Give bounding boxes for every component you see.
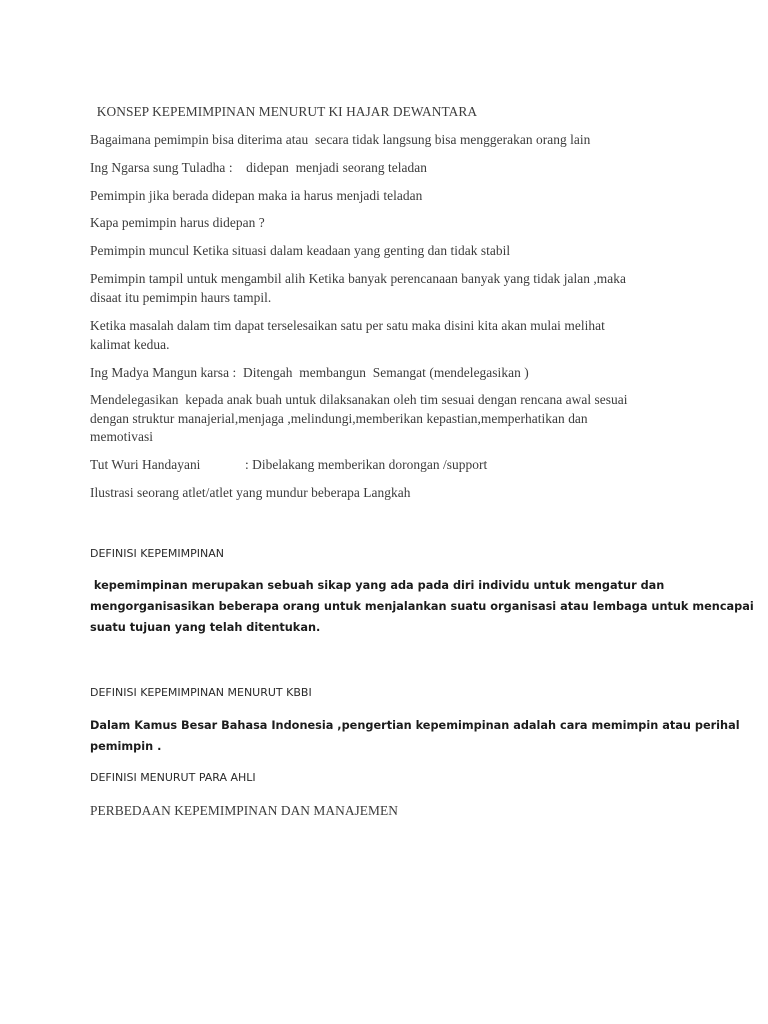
paragraph: Ketika masalah dalam tim dapat terselesaikan satu per satu maka disini kita akan mulai melihat [90, 318, 605, 333]
definition-text: kepemimpinan merupakan sebuah sikap yang ada pada diri individu untuk mengatur dan [90, 579, 665, 592]
section-heading: DEFINISI MENURUT PARA AHLI [90, 771, 256, 784]
paragraph: Bagaimana pemimpin bisa diterima atau secara tidak langsung bisa menggerakan orang lain [90, 132, 591, 147]
paragraph: Pemimpin tampil untuk mengambil alih Ketika banyak perencanaan banyak yang tidak jalan ,maka [90, 271, 626, 286]
paragraph-label: Tut Wuri Handayani [90, 457, 201, 472]
document-title: KONSEP KEPEMIMPINAN MENURUT KI HAJAR DEWANTARA [90, 104, 478, 119]
paragraph: Ilustrasi seorang atlet/atlet yang mundur beberapa Langkah [90, 485, 411, 500]
paragraph: Kapa pemimpin harus didepan ? [90, 215, 265, 230]
kbbi-text: pemimpin . [90, 740, 162, 753]
kbbi-text: Dalam Kamus Besar Bahasa Indonesia ,pengertian kepemimpinan adalah cara memimpin atau perihal [90, 719, 740, 732]
section-heading: DEFINISI KEPEMIMPINAN [90, 547, 225, 560]
paragraph: Ing Ngarsa sung Tuladha : didepan menjadi seorang teladan [90, 160, 427, 175]
definition-text: suatu tujuan yang telah ditentukan. [90, 621, 321, 634]
definition-text: mengorganisasikan beberapa orang untuk menjalankan suatu organisasi atau lembaga untuk mencapai [90, 600, 754, 613]
paragraph: kalimat kedua. [90, 337, 170, 352]
paragraph-value: : Dibelakang memberikan dorongan /support [245, 457, 488, 472]
paragraph: dengan struktur manajerial,menjaga ,melindungi,memberikan kepastian,memperhatikan dan [90, 411, 588, 426]
paragraph: Pemimpin muncul Ketika situasi dalam keadaan yang genting dan tidak stabil [90, 243, 511, 258]
paragraph: Mendelegasikan kepada anak buah untuk dilaksanakan oleh tim sesuai dengan rencana awal sesuai [90, 392, 628, 407]
paragraph: Pemimpin jika berada didepan maka ia harus menjadi teladan [90, 188, 423, 203]
paragraph: disaat itu pemimpin haurs tampil. [90, 290, 272, 305]
paragraph: memotivasi [90, 429, 153, 444]
section-heading: DEFINISI KEPEMIMPINAN MENURUT KBBI [90, 686, 312, 699]
paragraph: Ing Madya Mangun karsa : Ditengah membangun Semangat (mendelegasikan ) [90, 365, 529, 380]
section-heading: PERBEDAAN KEPEMIMPINAN DAN MANAJEMEN [90, 803, 398, 818]
